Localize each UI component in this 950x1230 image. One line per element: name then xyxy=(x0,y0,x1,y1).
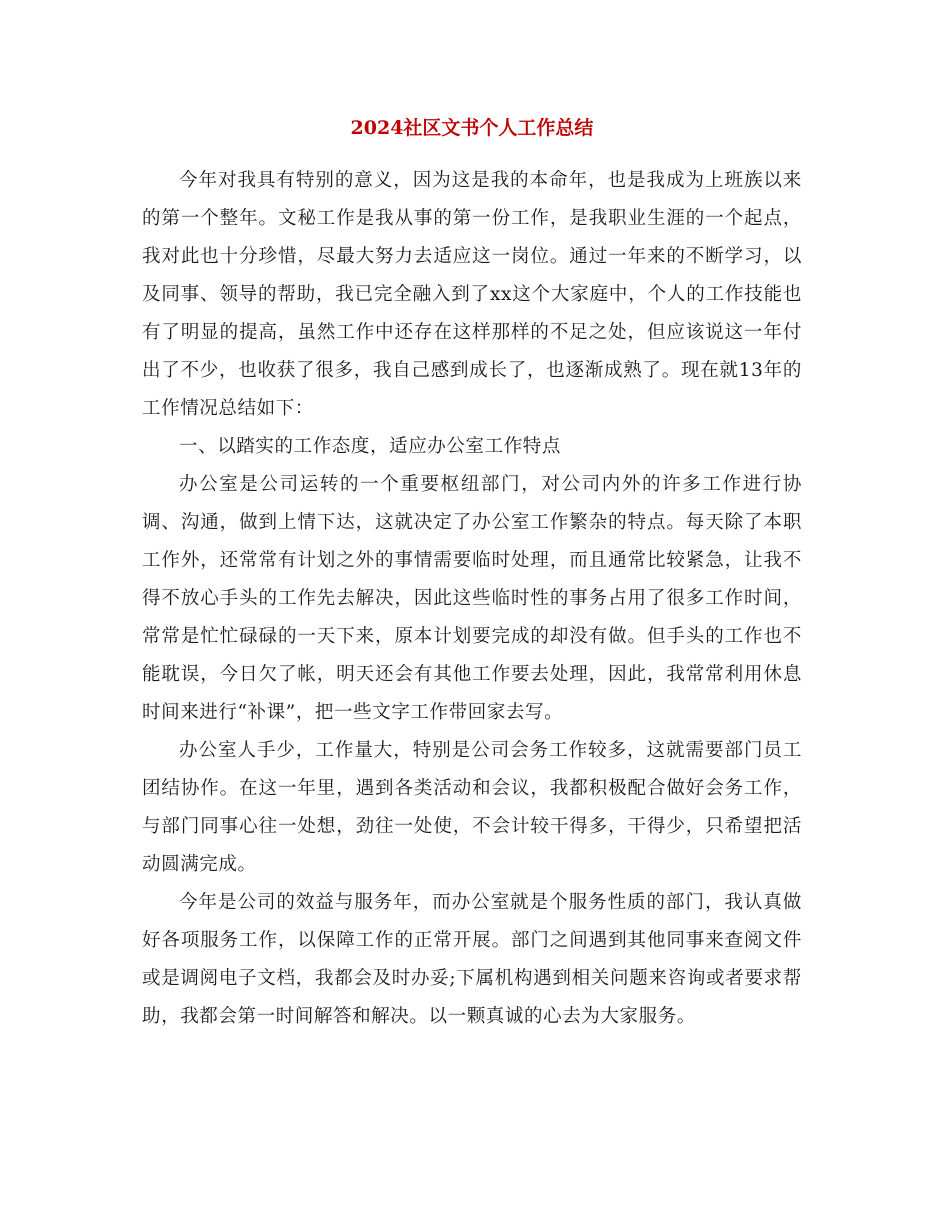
paragraph-intro: 今年对我具有特别的意义，因为这是我的本命年，也是我成为上班族以来的第一个整年。文秘工作是我从事的第一份工作，是我职业生涯的一个起点，我对此也十分珍惜，尽最大努力去适应这一岗位。通过一年来的不断学习，以及同事、领导的帮助，我已完全融入到了xx这个大家庭中，个人的工作技能也有了明显的提高，虽然工作中还存在这样那样的不足之处，但应该说这一年付出了不少，也收获了很多，我自己感到成长了，也逐渐成熟了。现在就13年的工作情况总结如下： xyxy=(142,170,802,419)
paragraph-service: 今年是公司的效益与服务年，而办公室就是个服务性质的部门，我认真做好各项服务工作，以保障工作的正常开展。部门之间遇到其他同事来查阅文件或是调阅电子文档，我都会及时办妥;下属机构遇到相关问题来咨询或者要求帮助，我都会第一时间解答和解决。以一颗真诚的心去为大家服务。 xyxy=(142,892,802,1027)
document-page xyxy=(142,108,802,1036)
paragraph-teamwork: 办公室人手少，工作量大，特别是公司会务工作较多，这就需要部门员工团结协作。在这一年里，遇到各类活动和会议，我都积极配合做好会务工作，与部门同事心往一处想，劲往一处使，不会计较干得多，干得少，只希望把活动圆满完成。 xyxy=(142,740,802,875)
section-heading-1: 一、以踏实的工作态度，适应办公室工作特点 xyxy=(179,436,562,457)
document-title: 2024社区文书个人工作总结 xyxy=(350,117,594,139)
paragraph-office-characteristics: 办公室是公司运转的一个重要枢纽部门，对公司内外的许多工作进行协调、沟通，做到上情下达，这就决定了办公室工作繁杂的特点。每天除了本职工作外，还常常有计划之外的事情需要临时处理，而且通常比较紧急，让我不得不放心手头的工作先去解决，因此这些临时性的事务占用了很多工作时间，常常是忙忙碌碌的一天下来，原本计划要完成的却没有做。但手头的工作也不能耽误，今日欠了帐，明天还会有其他工作要去处理，因此，我常常利用休息时间来进行“补课”，把一些文字工作带回家去写。 xyxy=(142,474,802,723)
